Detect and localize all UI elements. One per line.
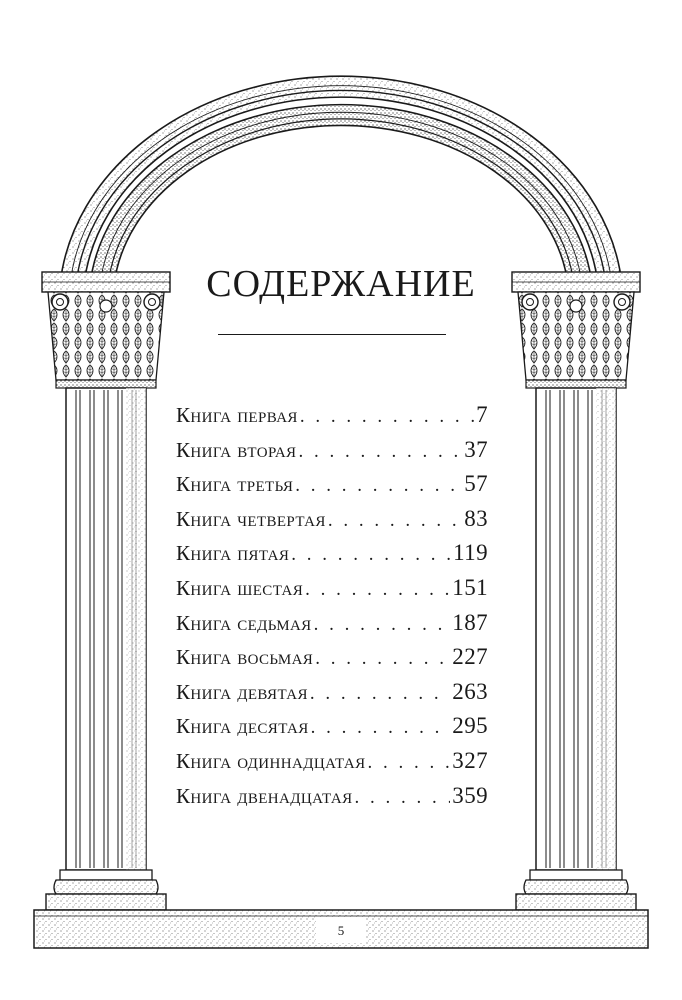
toc-entry-page: 359 — [452, 782, 488, 808]
toc-entry-label: Книга восьмая — [176, 645, 314, 670]
toc-entry[interactable] — [176, 713, 488, 748]
toc-entry[interactable] — [176, 610, 488, 645]
dot-leader — [310, 683, 450, 705]
toc-entry-page: 187 — [452, 609, 488, 635]
arch — [60, 76, 622, 285]
toc-entry[interactable] — [176, 402, 488, 437]
dot-leader — [300, 406, 474, 428]
toc-entry-label: Книга шестая — [176, 575, 304, 600]
page-number: 5 — [337, 923, 345, 938]
dot-leader — [355, 787, 451, 809]
toc-entry-page: 295 — [452, 713, 488, 739]
dot-leader — [315, 648, 450, 670]
toc-entry-label: Книга девятая — [176, 679, 308, 704]
toc-entry[interactable] — [176, 437, 488, 472]
toc-entry-label: Книга четвертая — [176, 506, 326, 531]
toc-entry[interactable] — [176, 506, 488, 541]
toc-entry-label: Книга третья — [176, 472, 294, 497]
toc-entry-label: Книга одиннадцатая — [176, 748, 366, 773]
title-divider — [218, 334, 446, 335]
toc-entry-page: 37 — [464, 436, 488, 462]
left-column — [42, 272, 170, 910]
toc-entry-page: 7 — [476, 402, 488, 427]
toc-entry-page: 227 — [452, 644, 488, 670]
toc-entry-page: 151 — [452, 574, 488, 600]
toc-entry-page: 83 — [464, 505, 488, 531]
toc-entry-label: Книга пятая — [176, 541, 290, 566]
toc-entry[interactable] — [176, 575, 488, 610]
toc-entry[interactable] — [176, 783, 488, 818]
toc-entry-page: 327 — [452, 747, 488, 773]
dot-leader — [298, 441, 462, 463]
toc-entry[interactable] — [176, 471, 488, 506]
page-title: СОДЕРЖАНИЕ — [206, 263, 476, 305]
toc-entry-label: Книга первая — [176, 403, 298, 427]
toc-entry-label: Книга двенадцатая — [176, 783, 353, 808]
dot-leader — [314, 614, 451, 636]
toc-entry-label: Книга вторая — [176, 437, 297, 462]
dot-leader — [295, 475, 462, 497]
toc-entry[interactable] — [176, 748, 488, 783]
table-of-contents — [176, 402, 488, 817]
toc-entry[interactable] — [176, 644, 488, 679]
toc-entry[interactable] — [176, 540, 488, 575]
right-column — [512, 272, 640, 910]
toc-entry[interactable] — [176, 679, 488, 714]
dot-leader — [367, 752, 450, 774]
toc-entry-page: 57 — [464, 471, 488, 497]
toc-entry-page: 263 — [452, 678, 488, 704]
dot-leader — [291, 544, 451, 566]
dot-leader — [311, 717, 451, 739]
toc-entry-page: 119 — [453, 540, 488, 566]
toc-entry-label: Книга десятая — [176, 714, 309, 739]
dot-leader — [328, 510, 462, 532]
toc-entry-label: Книга седьмая — [176, 610, 312, 635]
dot-leader — [305, 579, 450, 601]
